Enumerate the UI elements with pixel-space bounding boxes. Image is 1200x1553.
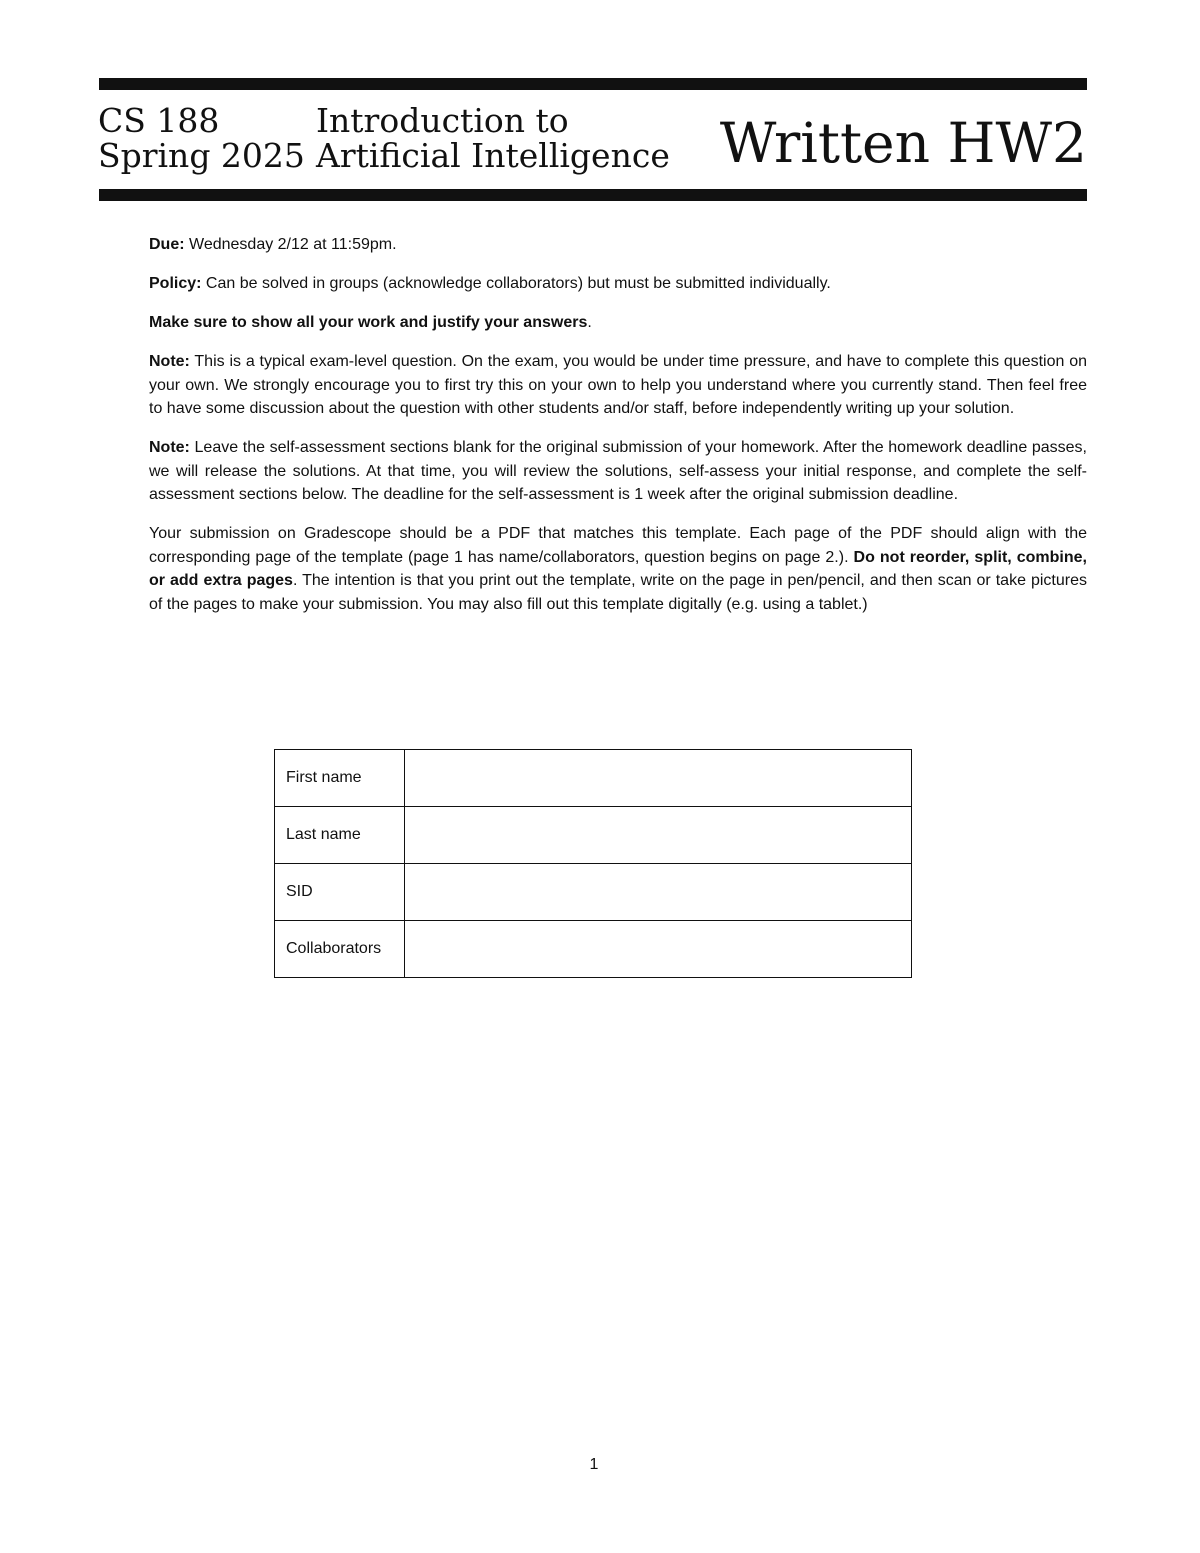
first-name-label: First name	[275, 750, 405, 807]
note-exam-label: Note:	[149, 353, 190, 370]
table-row-sid	[275, 864, 912, 921]
table-row-last-name	[275, 807, 912, 864]
note-self-assessment-label: Note:	[149, 439, 190, 456]
show-work-text: Make sure to show all your work and justify your answers	[149, 314, 588, 331]
submission-text-after: . The intention is that you print out the template, write on the page in pen/pencil, and then scan or take pictures of the pages to make your submission. You may also fill out this template digitally (e.g. using a tablet.)	[149, 572, 1087, 613]
due-label: Due:	[149, 236, 185, 253]
show-work-paragraph	[149, 311, 1087, 335]
due-paragraph	[149, 233, 1087, 257]
table-row-collaborators	[275, 921, 912, 978]
note-self-assessment-paragraph	[149, 436, 1087, 507]
note-exam-text: This is a typical exam-level question. On the exam, you would be under time pressure, and have to complete this question on your own. We strongly encourage you to first try this on your own to help you understand where you currently stand. Then feel free to have some discussion about the question with other students and/or staff, before independently writing up your solution.	[149, 353, 1087, 417]
sid-field[interactable]	[405, 864, 912, 921]
assignment-title: Written HW2	[719, 111, 1087, 175]
last-name-field[interactable]	[405, 807, 912, 864]
collaborators-label: Collaborators	[275, 921, 405, 978]
note-self-assessment-text: Leave the self-assessment sections blank for the original submission of your homework. After the homework deadline passes, we will release the solutions. At that time, you will review the solutions, self-assess your initial response, and complete the self-assessment sections below. The deadline for the self-assessment is 1 week after the original submission deadline.	[149, 439, 1087, 503]
header-top-rule	[99, 78, 1087, 90]
policy-label: Policy:	[149, 275, 202, 292]
first-name-field[interactable]	[405, 750, 912, 807]
sid-label: SID	[275, 864, 405, 921]
collaborators-field[interactable]	[405, 921, 912, 978]
policy-text: Can be solved in groups (acknowledge collaborators) but must be submitted individually.	[201, 275, 831, 292]
course-title-line1: Introduction to	[316, 101, 569, 140]
page-number: 1	[589, 1456, 599, 1473]
note-exam-paragraph	[149, 350, 1087, 421]
submission-paragraph	[149, 522, 1087, 616]
student-info-table	[274, 749, 912, 978]
show-work-trailing: .	[587, 314, 592, 331]
submission-text-before: Your submission on Gradescope should be a PDF that matches this template. Each page of the PDF should align with the corresponding page of the template (page 1 has name/collaborators, question begins on page 2.).	[149, 525, 1087, 566]
course-title-line2: Artificial Intelligence	[316, 136, 670, 175]
course-term: Spring 2025	[98, 136, 305, 175]
submission-bold-text: Do not reorder, split, combine, or add extra pages	[149, 548, 1087, 589]
course-number: CS 188	[98, 101, 220, 140]
policy-paragraph	[149, 272, 1087, 296]
header-bottom-rule	[99, 189, 1087, 201]
due-text: Wednesday 2/12 at 11:59pm.	[184, 236, 397, 253]
instructions	[149, 233, 1087, 632]
table-row-first-name	[275, 750, 912, 807]
last-name-label: Last name	[275, 807, 405, 864]
